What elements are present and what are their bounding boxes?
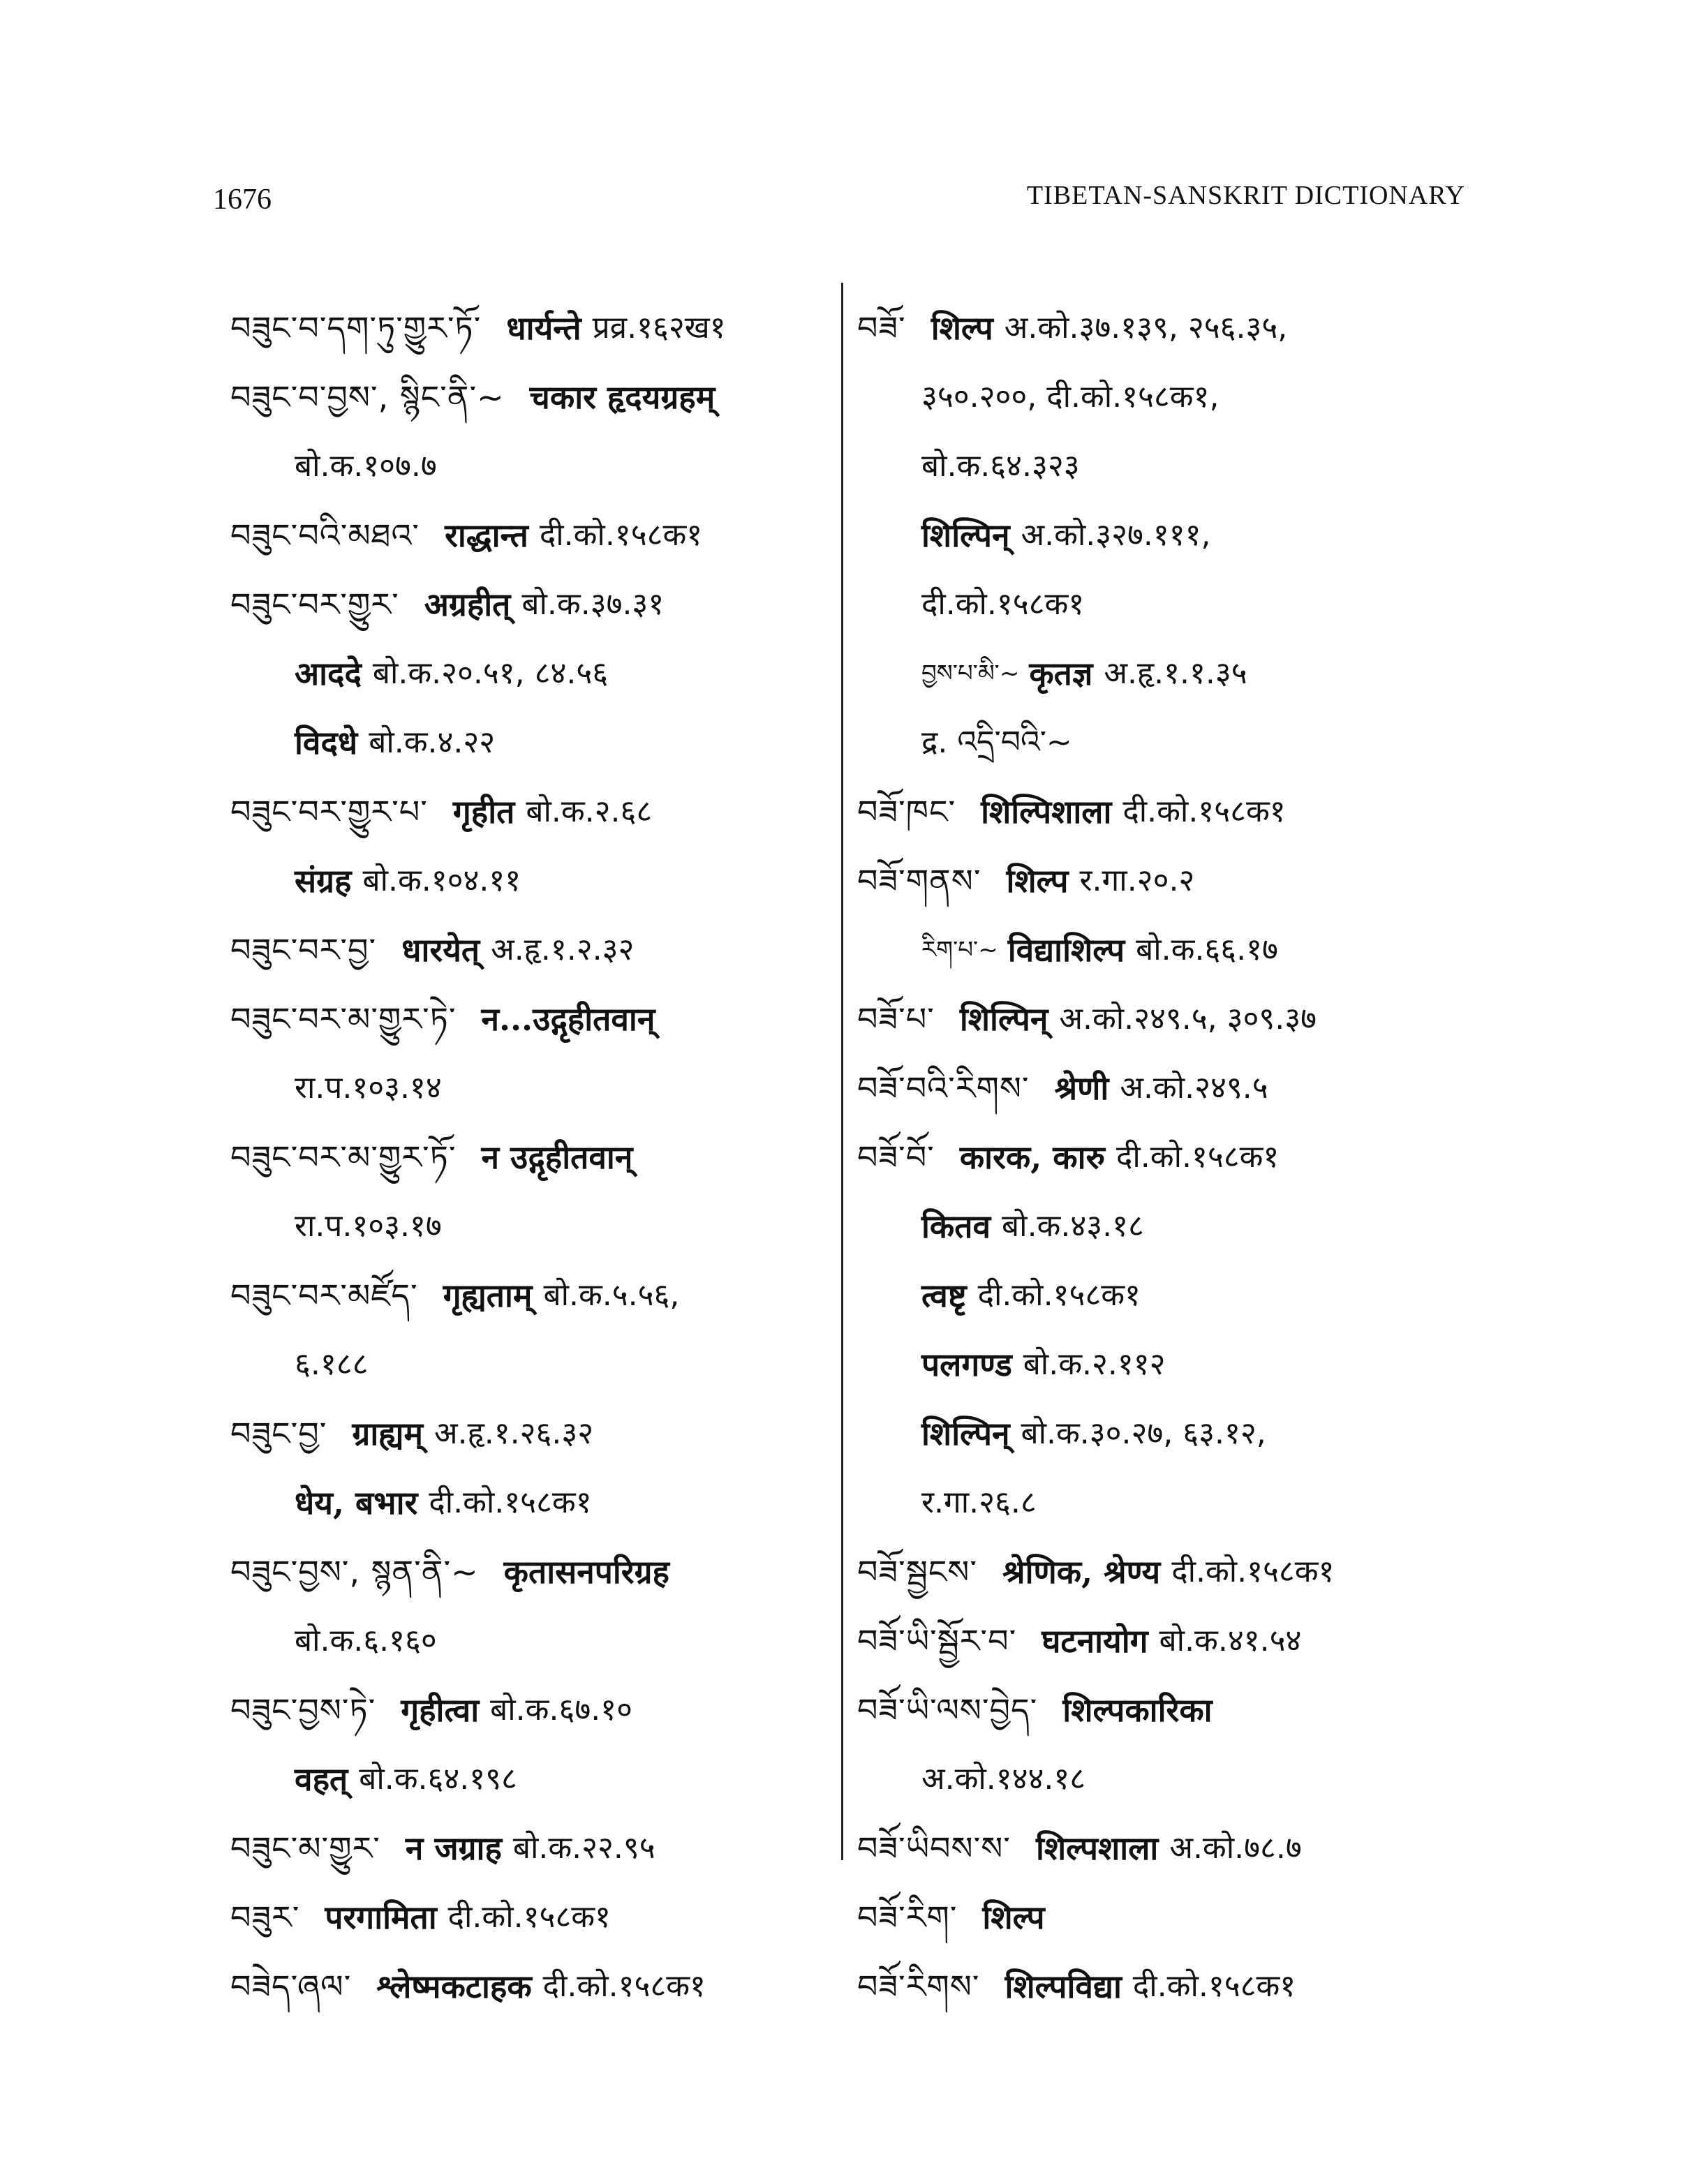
source-reference: बो.क.६४.१९८ (359, 1760, 517, 1797)
source-reference: बो.क.६.१६० (295, 1622, 437, 1658)
left-column (230, 293, 817, 2021)
dictionary-entry (230, 500, 817, 570)
sanskrit-equivalent: शिल्पिन् (921, 1414, 1010, 1453)
entry-continuation (230, 846, 817, 915)
tibetan-compound: བྱས་པ་མི་~ (921, 659, 1020, 688)
dictionary-entry (230, 1399, 817, 1468)
entry-continuation (230, 708, 817, 777)
source-reference: बो.क.६४.३२३ (921, 447, 1080, 484)
tibetan-headword: བཟོ་ (857, 309, 906, 347)
tibetan-headword: བཟུང་བ་བྱས་, སྙིང་ནི་~ (230, 378, 505, 416)
dictionary-entry (230, 1675, 817, 1744)
entry-continuation (857, 431, 1472, 500)
sanskrit-equivalent: आददे (295, 654, 362, 692)
tibetan-headword: བཟུང་བར་གྱུར་ (230, 585, 399, 623)
dictionary-entry (230, 1813, 817, 1882)
sanskrit-equivalent: अग्रहीत् (424, 585, 511, 623)
sanskrit-equivalent: शिल्प (931, 309, 993, 347)
source-reference: बो.क.१०७.७ (295, 447, 437, 484)
sanskrit-equivalent: विदधे (295, 723, 358, 762)
source-reference: ६.१८८ (295, 1346, 369, 1382)
sanskrit-equivalent: विद्याशिल्प (1007, 930, 1125, 969)
entry-continuation (857, 708, 1472, 777)
entry-continuation (857, 1468, 1472, 1537)
sanskrit-equivalent: परगामिता (325, 1898, 437, 1936)
source-reference: दी.को.१५८क१ (539, 517, 703, 553)
dictionary-entry (857, 846, 1472, 915)
source-reference: बो.क.४१.५४ (1159, 1622, 1302, 1658)
entry-continuation (857, 639, 1472, 708)
source-reference: बो.क.४.२२ (369, 724, 496, 760)
tibetan-headword: བཟུང་བྱས་, སྙན་ནི་~ (230, 1552, 479, 1591)
tibetan-headword: བཟོ་སྦྱངས་ (857, 1552, 978, 1591)
tibetan-headword: བཟུང་བར་གྱུར་པ་ (230, 792, 428, 831)
entry-continuation (857, 570, 1472, 639)
source-reference: अ.हृ.१.२६.३२ (433, 1415, 594, 1451)
source-reference: बो.क.४३.१८ (1002, 1208, 1144, 1244)
sanskrit-equivalent: ग्राह्यम् (352, 1414, 423, 1453)
sanskrit-equivalent: कितव (921, 1207, 991, 1245)
tibetan-headword: བཟོ་རིགས་ (857, 1967, 980, 2005)
sanskrit-equivalent: शिल्पविद्या (1005, 1967, 1122, 2005)
dictionary-entry (857, 293, 1472, 362)
dictionary-entry (857, 1122, 1472, 1191)
sanskrit-equivalent: कारक, कारु (959, 1138, 1106, 1176)
sanskrit-equivalent: शिल्पिन् (921, 516, 1010, 554)
tibetan-headword: བཟུང་བྱས་ཏེ་ (230, 1691, 376, 1729)
sanskrit-equivalent: चकार हृदयग्रहम् (529, 378, 716, 416)
dictionary-entry (857, 1053, 1472, 1122)
entry-continuation (857, 362, 1472, 431)
tibetan-compound: རིག་པ་~ (921, 935, 998, 964)
sanskrit-equivalent: शिल्पिन् (959, 1000, 1048, 1038)
sanskrit-equivalent: कृतज्ञ (1029, 654, 1093, 692)
source-reference: रा.प.१०३.१४ (295, 1069, 442, 1106)
source-reference: द्र. འདྲི་བའི་~ (921, 724, 1072, 760)
dictionary-entry (230, 293, 817, 362)
tibetan-headword: བཟུར་ (230, 1898, 300, 1936)
sanskrit-equivalent: धेय, बभार (295, 1483, 418, 1522)
source-reference: दी.को.१५८क१ (542, 1968, 706, 2004)
source-reference: दी.को.१५८क१ (1122, 793, 1286, 829)
source-reference: प्रव्र.१६२ख१ (592, 309, 726, 346)
entry-continuation (230, 431, 817, 500)
sanskrit-equivalent: राद्धान्त (445, 516, 528, 554)
source-reference: दी.को.१५८क१ (1171, 1553, 1335, 1589)
dictionary-entry (230, 777, 817, 846)
sanskrit-equivalent: पलगण्ड (921, 1345, 1012, 1383)
sanskrit-equivalent: शिल्पकारिका (1062, 1691, 1213, 1729)
sanskrit-equivalent: वहत् (295, 1760, 348, 1798)
dictionary-entry (857, 1882, 1472, 1952)
tibetan-headword: བཟོ་ཁང་ (857, 792, 956, 831)
sanskrit-equivalent: श्लेष्मकटाहक (376, 1967, 532, 2005)
source-reference: दी.को.१५८क१ (1132, 1968, 1296, 2004)
entry-continuation (230, 1744, 817, 1813)
dictionary-entry (230, 1952, 817, 2021)
source-reference: बो.क.५.५६, (543, 1277, 680, 1313)
entry-continuation (230, 1606, 817, 1675)
dictionary-entry (857, 984, 1472, 1053)
sanskrit-equivalent: न जग्राह (405, 1829, 502, 1867)
dictionary-entry (857, 1537, 1472, 1606)
source-reference: दी.को.१५८क१ (1116, 1138, 1280, 1175)
entry-continuation (857, 1744, 1472, 1813)
entry-continuation (857, 500, 1472, 570)
source-reference: र.गा.२६.८ (921, 1484, 1037, 1520)
entry-continuation (857, 1191, 1472, 1261)
dictionary-entry (230, 1882, 817, 1952)
entry-continuation (857, 1261, 1472, 1330)
source-reference: र.गा.२०.२ (1079, 862, 1195, 898)
source-reference: बो.क.२.६८ (526, 793, 653, 829)
dictionary-entry (230, 984, 817, 1053)
dictionary-entry (230, 915, 817, 984)
sanskrit-equivalent: शिल्पिशाला (981, 792, 1112, 831)
page-number: 1676 (213, 184, 272, 216)
source-reference: दी.को.१५८क१ (447, 1899, 611, 1935)
source-reference: अ.को.२४९.५, ३०९.३७ (1059, 1000, 1317, 1037)
entry-continuation (857, 1330, 1472, 1399)
sanskrit-equivalent: शिल्प (1006, 861, 1069, 900)
source-reference: दी.को.१५८क१ (921, 586, 1085, 622)
sanskrit-equivalent: गृह्यताम् (443, 1276, 533, 1314)
dictionary-entry (230, 1537, 817, 1606)
tibetan-headword: བཟུང་བར་མ་གྱུར་ཏེ་ (230, 1000, 457, 1038)
tibetan-headword: བཟོ་ཡི་ལས་བྱེད་ (857, 1691, 1038, 1729)
entry-continuation (230, 1330, 817, 1399)
source-reference: बो.क.१०४.११ (362, 862, 521, 898)
source-reference: बो.क.३०.२७, ६३.१२, (1021, 1415, 1266, 1451)
sanskrit-equivalent: शिल्प (982, 1898, 1045, 1936)
tibetan-headword: བཟུང་མ་གྱུར་ (230, 1829, 380, 1867)
tibetan-headword: བཟེད་ཞལ་ (230, 1967, 352, 2005)
entry-continuation (230, 1468, 817, 1537)
entry-continuation (230, 1053, 817, 1122)
tibetan-headword: བཟོ་ཡིབས་ས་ (857, 1829, 1011, 1867)
tibetan-headword: བཟོ་པ་ (857, 1000, 935, 1038)
sanskrit-equivalent: संग्रह (295, 861, 352, 900)
source-reference: अ.हृ.१.२.३२ (491, 931, 635, 967)
tibetan-headword: བཟོ་བོ་ (857, 1138, 935, 1176)
sanskrit-equivalent: घटनायोग (1042, 1621, 1148, 1660)
dictionary-entry (230, 570, 817, 639)
source-reference: दी.को.१५८क१ (977, 1277, 1141, 1313)
column-divider (841, 283, 843, 1860)
running-head: TIBETAN-SANSKRIT DICTIONARY (1026, 181, 1465, 210)
sanskrit-equivalent: धार्यन्ते (506, 309, 581, 347)
sanskrit-equivalent: न उद्गृहीतवान् (481, 1138, 633, 1176)
source-reference: बो.क.२.११२ (1023, 1346, 1166, 1382)
source-reference: बो.क.२२.९५ (512, 1829, 655, 1866)
entry-continuation (857, 1399, 1472, 1468)
source-reference: अ.को.७८.७ (1169, 1829, 1302, 1866)
sanskrit-equivalent: त्वष्टृ (921, 1276, 967, 1314)
source-reference: अ.हृ.१.१.३५ (1104, 655, 1247, 691)
tibetan-headword: བཟུང་བ་དག་ཏུ་གྱུར་ཏོ་ (230, 309, 482, 347)
dictionary-entry (857, 1813, 1472, 1882)
entry-continuation (857, 915, 1472, 984)
tibetan-headword: བཟོ་རིག་ (857, 1898, 958, 1936)
source-reference: बो.क.६७.१० (490, 1691, 632, 1728)
source-reference: रा.प.१०३.१७ (295, 1208, 442, 1244)
source-reference: अ.को.३२७.१११, (1021, 517, 1211, 553)
dictionary-entry (857, 1952, 1472, 2021)
source-reference: बो.क.३७.३१ (521, 586, 665, 622)
sanskrit-equivalent: शिल्पशाला (1035, 1829, 1159, 1867)
sanskrit-equivalent: श्रेणी (1054, 1069, 1109, 1107)
tibetan-headword: བཟོ་ཡི་སྦྱོར་བ་ (857, 1621, 1017, 1660)
dictionary-entry (230, 1261, 817, 1330)
source-reference: बो.क.६६.१७ (1136, 931, 1278, 967)
dictionary-entry (857, 777, 1472, 846)
dictionary-entry (230, 1122, 817, 1191)
tibetan-headword: བཟོ་གནས་ (857, 861, 981, 900)
source-reference: अ.को.३७.१३९, २५६.३५, (1004, 309, 1288, 346)
entry-continuation (230, 639, 817, 708)
sanskrit-equivalent: न...उद्गृहीतवान् (481, 1000, 655, 1038)
source-reference: दी.को.१५८क१ (429, 1484, 592, 1520)
sanskrit-equivalent: कृतासनपरिग्रह (503, 1552, 669, 1591)
right-column (857, 293, 1472, 2021)
sanskrit-equivalent: गृहीत (452, 792, 515, 831)
sanskrit-equivalent: धारयेत् (401, 930, 480, 969)
sanskrit-equivalent: गृहीत्वा (401, 1691, 480, 1729)
tibetan-headword: བཟུང་བར་མ་གྱུར་ཏོ་ (230, 1138, 457, 1176)
source-reference: बो.क.२०.५१, ८४.५६ (372, 655, 609, 691)
tibetan-headword: བཟུང་བར་མཛོད་ (230, 1276, 418, 1314)
dictionary-entry (230, 362, 817, 431)
source-reference: अ.को.१४४.१८ (921, 1760, 1086, 1797)
source-reference: ३५०.२००, दी.को.१५८क१, (921, 378, 1220, 415)
source-reference: अ.को.२४९.५ (1120, 1069, 1268, 1106)
tibetan-headword: བཟུང་བར་བྱ་ (230, 930, 377, 969)
entry-continuation (230, 1191, 817, 1261)
dictionary-entry (857, 1675, 1472, 1744)
tibetan-headword: བཟོ་བའི་རིགས་ (857, 1069, 1030, 1107)
tibetan-headword: བཟུང་བྱ་ (230, 1414, 327, 1453)
tibetan-headword: བཟུང་བའི་མཐའ་ (230, 516, 420, 554)
dictionary-entry (857, 1606, 1472, 1675)
sanskrit-equivalent: श्रेणिक, श्रेण्य (1002, 1552, 1161, 1591)
